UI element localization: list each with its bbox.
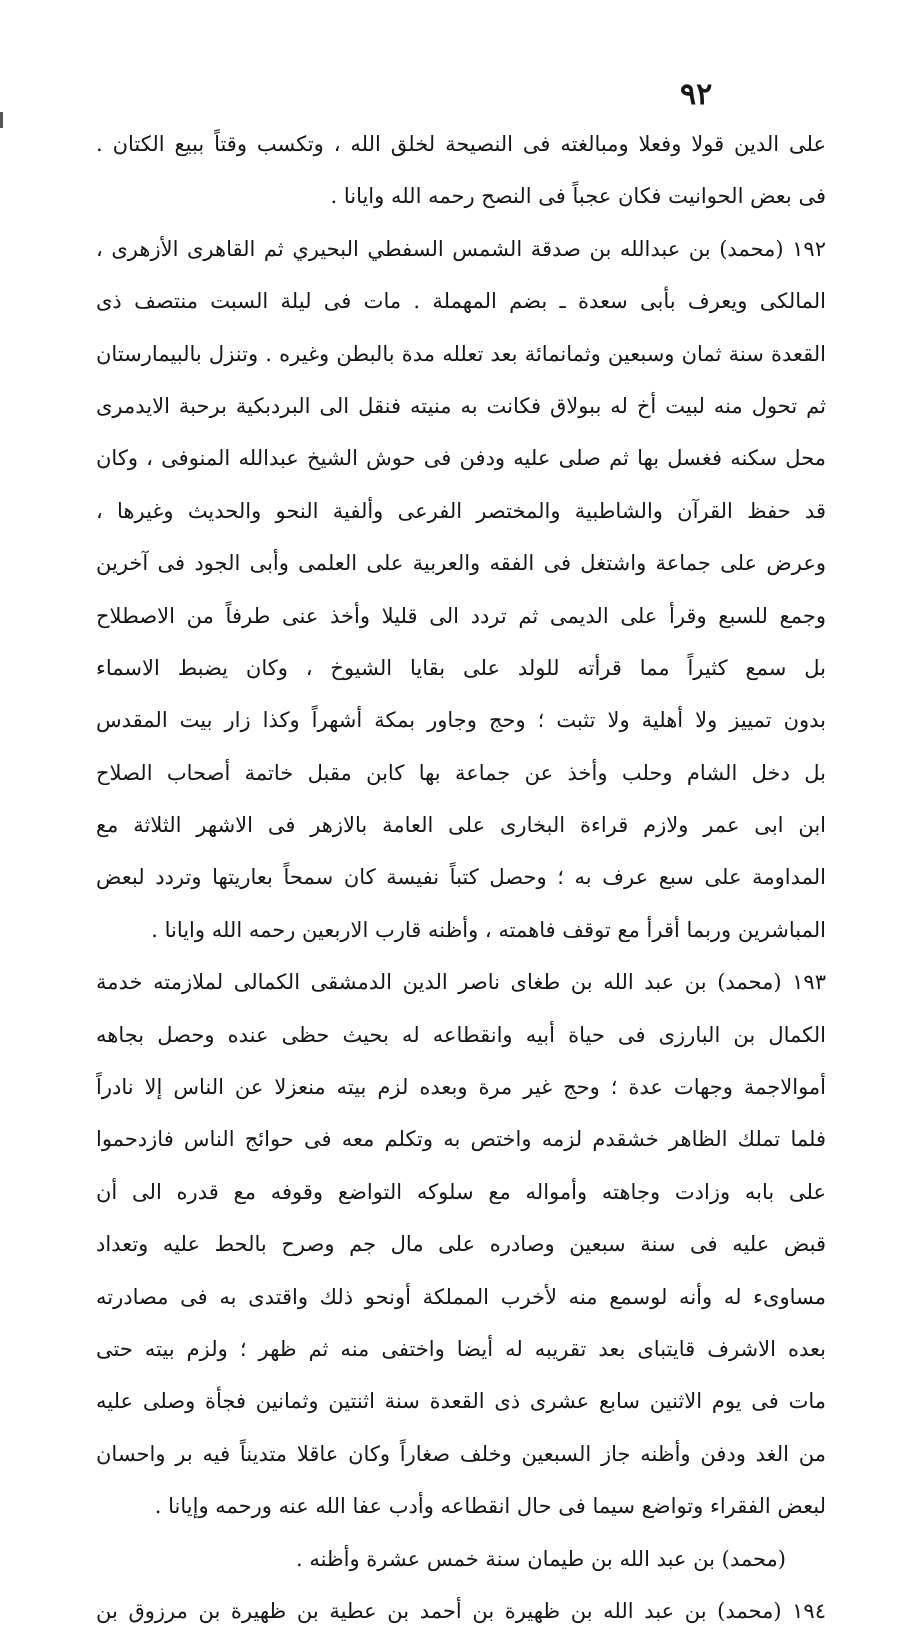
text-line: محل سكنه فغسل بها ثم صلى عليه ودفن فى حوش الشيخ عبدالله المنوفى ، وكان (96, 446, 826, 471)
text-line: وعرض على جماعة واشتغل فى الفقه والعربية على العلمى وأبى الجود فى آخرين (96, 551, 826, 576)
page-number: ٩٢ (680, 77, 713, 112)
text-line: مات فى يوم الاثنين سابع عشرى ذى القعدة سنة اثنتين وثمانين فجأة وصلى عليه (96, 1389, 826, 1414)
body-text (96, 118, 826, 1637)
text-line: من الغد ودفن وأظنه جاز السبعين وخلف صغاراً وكان عاقلا متديناً فيه بر واحسان (96, 1441, 826, 1466)
text-line: ابن ابى عمر ولازم قراءة البخارى على العامة بالازهر فى الاشهر الثلاثة مع (96, 813, 826, 838)
text-line: بل دخل الشام وحلب وأخذ عن جماعة بها كابن مقبل خاتمة أصحاب الصلاح (96, 760, 826, 785)
text-line: أموالاجمة وجهات عدة ؛ وحج غير مرة وبعده لزم بيته منعزلا عن الناس إلا نادراً (96, 1075, 826, 1100)
text-line: مساوىء له وأنه لوسمع منه لأخرب المملكة أونحو ذلك واقتدى به فى مصادرته (96, 1284, 826, 1309)
text-line: لبعض الفقراء وتواضع سيما فى حال انقطاعه وأدب عفا الله عنه ورحمه وإيانا . (154, 1494, 826, 1519)
margin-mark (0, 112, 3, 128)
text-line: المباشرين وربما أقرأ مع توقف فاهمته ، وأظنه قارب الاربعين رحمه الله وايانا . (151, 917, 826, 942)
text-line: فلما تملك الظاهر خشقدم لزمه واختص به وتكلم معه فى حوائج الناس فازدحموا (96, 1127, 826, 1152)
text-line: بدون تمييز ولا أهلية ولا تثبت ؛ وحج وجاور بمكة أشهراً وكذا زار بيت المقدس (96, 708, 826, 733)
entry-193-line: ١٩٣ (محمد) بن عبد الله بن طغاى ناصر الدين الدمشقى الكمالى لملازمته خدمة (96, 970, 826, 995)
text-line: فى بعض الحوانيت فكان عجباً فى النصح رحمه الله وايانا . (330, 184, 826, 209)
text-line: ثم تحول منه لبيت أخ له ببولاق فكانت به منيته فنقل الى البردبكية برحبة الايدمرى (96, 393, 826, 418)
text-line: بل سمع كثيراً مما قرأته للولد على بقايا الشيوخ ، وكان يضبط الاسماء (96, 655, 826, 680)
text-line: على بابه وزادت وجاهته وأمواله مع سلوكه التواضع وقوفه مع قدره الى أن (96, 1179, 826, 1204)
text-line: قبض عليه فى سنة سبعين وصادره على مال جم وصرح بالحط عليه وتعداد (96, 1232, 826, 1257)
text-line: بعده الاشرف قايتباى بعد تقريبه له أيضا واختفى منه ثم ظهر ؛ ولزم بيته حتى (96, 1336, 826, 1361)
text-line: القعدة سنة ثمان وسبعين وثمانمائة بعد تعلله مدة بالبطن وغيره . وتنزل بالبيمارستان (96, 341, 826, 366)
entry-short-line: (محمد) بن عبد الله بن طيمان سنة خمس عشرة وأظنه . (295, 1546, 786, 1571)
text-line: وجمع للسبع وقرأ على الديمى ثم تردد الى قليلا وأخذ عنى طرفاً من الاصطلاح (96, 603, 826, 628)
text-line: المالكى ويعرف بأبى سعدة ـ بضم المهملة . مات فى ليلة السبت منتصف ذى (96, 289, 826, 314)
text-line: الكمال بن البارزى فى حياة أبيه وانقطاعه له بحيث حظى عنده وحصل بجاهه (96, 1022, 826, 1047)
text-line: قد حفظ القرآن والشاطبية والمختصر الفرعى وألفية النحو والحديث وغيرها ، (96, 498, 826, 523)
entry-192-line: ١٩٢ (محمد) بن عبدالله بن صدقة الشمس السفطي البحيري ثم القاهرى الأزهرى ، (96, 236, 826, 261)
text-line: المداومة على سبع عرف به ؛ وحصل كتباً نفيسة كان سمحاً بعاريتها وتردد لبعض (96, 865, 826, 890)
entry-194-line: ١٩٤ (محمد) بن عبد الله بن ظهيرة بن أحمد بن عطية بن ظهيرة بن مرزوق بن (96, 1598, 826, 1623)
text-line: على الدين قولا وفعلا ومبالغته فى النصيحة لخلق الله ، وتكسب وقتاً ببيع الكتان . (96, 132, 826, 156)
